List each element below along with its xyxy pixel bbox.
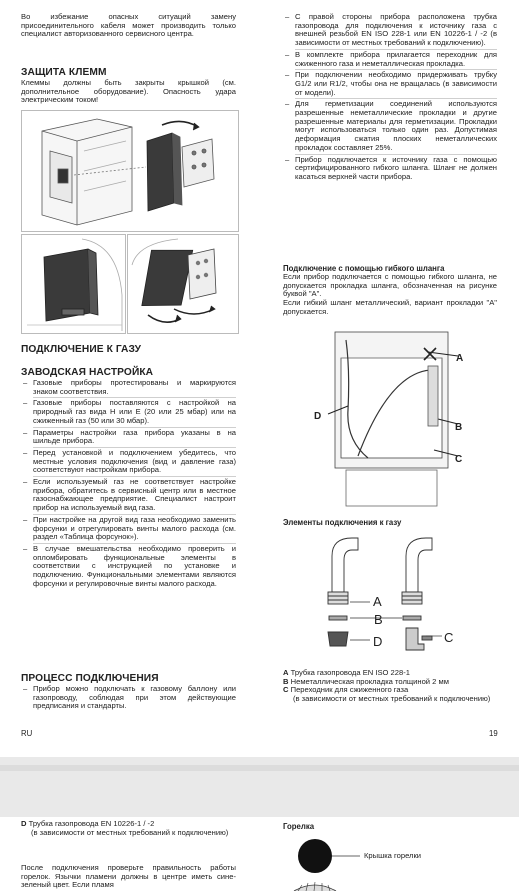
terminal-text: Клеммы должны быть закрыты крышкой (см. дополнительное оборудование). Опасность удара электрическим током! — [21, 78, 236, 105]
connection-item: – При подключении необходимо придерживать трубку G1/2 или R1/2, чтобы она не вращалась (в зависимости от модели). — [283, 71, 497, 97]
legend-a: A Трубка газопровода EN ISO 228-1 — [283, 668, 410, 677]
page-gap — [0, 757, 519, 817]
factory-section — [21, 367, 236, 588]
cover-open-illustration — [128, 235, 238, 333]
elements-legend — [283, 669, 497, 703]
oven-terminal-illustration — [22, 111, 238, 231]
language-code: RU — [21, 729, 33, 738]
hose-text-2: Если гибкий шланг металлический, вариант прокладки "A" допускается. — [283, 298, 497, 316]
legend-d: D Трубка газопровода EN 10226-1 / -2 (в зависимости от местных требований к подключению) — [21, 819, 229, 837]
elements-title: Элементы подключения к газу — [283, 518, 402, 527]
gas-elements-illustration — [318, 532, 468, 658]
factory-item: – В случае вмешательства необходимо проверить и опломбировать функциональные элементы в соответствии с инструкцией по установке и подключению. Функциональными элементами являются форсунки и регулировочные винты малого расхода. — [21, 545, 236, 589]
factory-item: – При настройке на другой вид газа необходимо заменить форсунки и отрегулировать винты малого расхода (см. раздел «Таблица форсунок»). — [21, 516, 236, 542]
connection-item: – Для герметизации соединений используются разрешенные неметаллические прокладки и другие разрешенные материалы для герметизации. Прокладки могут использоваться только один раз. Допустимая деформация сжатия плоских неметаллических прокладок составляет 25%. — [283, 100, 497, 152]
after-connection-text: После подключения проверьте правильность работы горелок. Язычки пламени должны в центре иметь сине-зеленый цвет. Если пламя — [21, 863, 236, 890]
hose-label-d: D — [314, 411, 322, 422]
burner-section — [283, 822, 497, 831]
burner-figure — [290, 835, 490, 891]
connection-item: – Прибор подключается к источнику газа с помощью сертифицированного гибкого шланга. Шланг не должен касаться верхней части прибора. — [283, 156, 497, 182]
cover-open-figure — [127, 234, 239, 334]
hose-title: Подключение с помощью гибкого шланга — [283, 264, 445, 273]
page-number: 19 — [489, 729, 498, 738]
factory-item: – Газовые приборы поставляются с настройкой на природный газ вида H или E (20 или 25 мбар) или на сжиженный газ (50 или 30 мбар). — [21, 399, 236, 425]
factory-title: ЗАВОДСКАЯ НАСТРОЙКА — [21, 367, 154, 378]
process-title: ПРОЦЕСС ПОДКЛЮЧЕНИЯ — [21, 673, 159, 684]
cover-closed-figure — [21, 234, 126, 334]
hose-text: Если прибор подключается с помощью гибкого шланга, не допускается прокладка шланга, обозначенная на рисунке буквой "A". — [283, 272, 497, 299]
burner-cap-label: Крышка горелки — [364, 851, 422, 860]
legend-c: C Переходник для сжиженного газа — [283, 685, 409, 695]
legend-note: (в зависимости от местных требований к подключению) — [293, 693, 491, 703]
intro-paragraph: Во избежание опасных ситуаций замену присоединительного кабеля может производить только специалист авторизованного сервисного центра. — [21, 12, 236, 39]
legend-b: B Неметаллическая прокладка толщиной 2 мм — [283, 676, 449, 686]
hose-label-c: C — [455, 454, 463, 465]
process-list — [21, 685, 236, 711]
terminal-cover-figure — [21, 110, 239, 232]
factory-item: – Параметры настройки газа прибора указаны в на шильде прибора. — [21, 429, 236, 446]
burner-title: Горелка — [283, 822, 315, 831]
hose-label-b: B — [455, 422, 463, 433]
page-gap-stripe — [0, 765, 519, 771]
hose-section — [283, 264, 497, 317]
terminal-section — [21, 67, 236, 105]
connection-list — [283, 13, 497, 182]
terminal-title: ЗАЩИТА КЛЕММ — [21, 67, 107, 78]
cover-closed-illustration — [22, 235, 125, 333]
burner-illustration — [290, 835, 490, 891]
hose-label-a: A — [456, 353, 464, 364]
connection-notes — [283, 13, 497, 182]
element-label-b: B — [374, 612, 383, 627]
elements-section — [283, 518, 497, 527]
hose-routing-figure — [308, 330, 478, 508]
gas-title: ПОДКЛЮЧЕНИЕ К ГАЗУ — [21, 344, 142, 355]
gas-elements-figure — [318, 532, 468, 658]
factory-item: – Газовые приборы протестированы и маркируются знаком соответствия. — [21, 379, 236, 396]
process-section — [21, 673, 236, 711]
factory-list — [21, 379, 236, 588]
factory-item: – Если используемый газ не соответствует настройке прибора, обратитесь в сервисный центр или в местное газоснабжающее предприятие. Специалист настроит прибор на используемый вид газа. — [21, 478, 236, 513]
connection-item: – С правой стороны прибора расположена трубка газопровода для подключения к источнику газа с внешней резьбой EN ISO 228-1 или EN 10226-1 / -2 (в зависимости от местных требований к подключению). — [283, 13, 497, 48]
manual-page-20 — [0, 817, 519, 891]
connection-item: – В комплекте прибора прилагается переходник для сжиженного газа и неметаллическая прокладка. — [283, 51, 497, 68]
gas-section — [21, 344, 236, 356]
process-item: – Прибор можно подключать к газовому баллону или газопроводу, соблюдая при этом действующие предписания и стандарты. — [21, 685, 236, 711]
element-label-d: D — [373, 634, 383, 649]
factory-item: – Перед установкой и подключением убедитесь, что местные условия подключения (вид и давление газа) соответствуют настройкам прибора. — [21, 449, 236, 475]
element-label-c: C — [444, 630, 454, 645]
element-label-a: A — [373, 594, 382, 609]
hose-routing-illustration — [308, 330, 478, 508]
